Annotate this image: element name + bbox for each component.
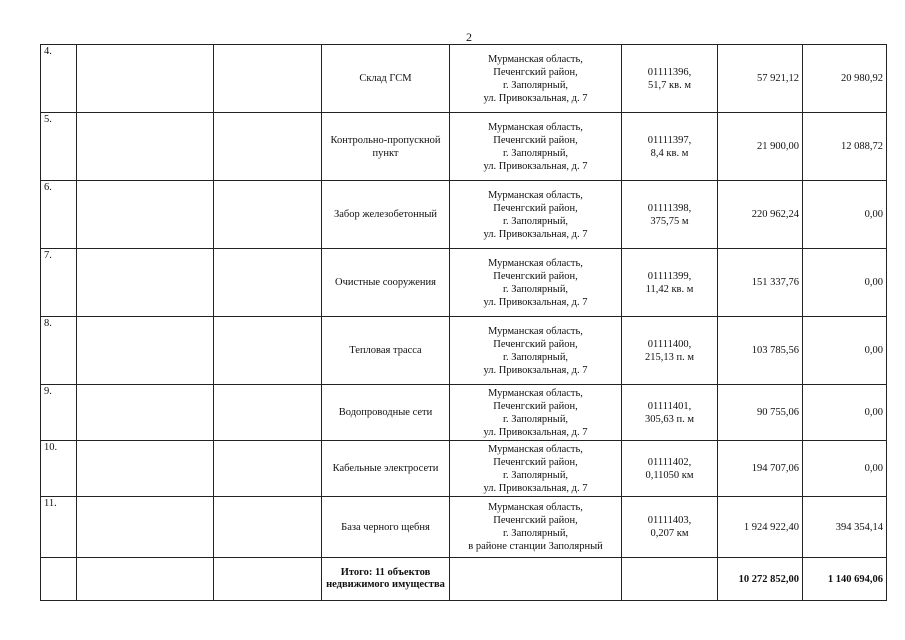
inventory-line: 01111400, (647, 338, 692, 350)
address-line: Мурманская область, (488, 443, 583, 455)
address-line: Мурманская область, (488, 325, 583, 337)
address-line: Мурманская область, (488, 387, 583, 399)
address-line: ул. Привокзальная, д. 7 (483, 482, 588, 494)
address-line: Печенгский район, (493, 202, 578, 214)
book-value: 90 755,06 (718, 385, 803, 441)
row-number: 4. (41, 45, 77, 113)
object-name: Склад ГСМ (322, 45, 450, 113)
object-address (450, 249, 622, 317)
address-line: Печенгский район, (493, 270, 578, 282)
empty-cell (622, 558, 718, 601)
address-line: Печенгский район, (493, 515, 578, 526)
address-line: Печенгский район, (493, 456, 578, 468)
total-residual-value: 1 140 694,06 (803, 558, 887, 601)
object-name: Забор железобетонный (322, 181, 450, 249)
book-value: 220 962,24 (718, 181, 803, 249)
row-number: 7. (41, 249, 77, 317)
empty-cell (77, 558, 214, 601)
empty-cell (214, 441, 322, 497)
object-address (450, 385, 622, 441)
inventory-number (622, 441, 718, 497)
inventory-line: 11,42 кв. м (645, 283, 694, 295)
residual-value: 12 088,72 (803, 113, 887, 181)
inventory-line: 215,13 п. м (644, 351, 694, 363)
inventory-line: 01111399, (647, 270, 692, 282)
empty-cell (450, 558, 622, 601)
book-value: 103 785,56 (718, 317, 803, 385)
residual-value: 0,00 (803, 385, 887, 441)
inventory-line: 01111397, (647, 134, 692, 146)
empty-cell (214, 45, 322, 113)
residual-value: 20 980,92 (803, 45, 887, 113)
row-number: 6. (41, 181, 77, 249)
table-row (41, 497, 887, 558)
inventory-number (622, 45, 718, 113)
page-number: 2 (466, 30, 472, 44)
object-name: Водопроводные сети (322, 385, 450, 441)
address-line: ул. Привокзальная, д. 7 (483, 160, 588, 172)
empty-cell (77, 113, 214, 181)
address-line: г. Заполярный, (502, 351, 569, 363)
inventory-line: 0,11050 км (645, 469, 694, 481)
inventory-line: 01111396, (647, 66, 692, 78)
total-row (41, 558, 887, 601)
empty-cell (77, 497, 214, 558)
empty-cell (77, 441, 214, 497)
residual-value: 394 354,14 (803, 497, 887, 558)
row-number: 8. (41, 317, 77, 385)
table-row (41, 249, 887, 317)
empty-cell (214, 558, 322, 601)
inventory-number (622, 249, 718, 317)
empty-cell (77, 181, 214, 249)
inventory-line: 01111402, (647, 456, 692, 468)
address-line: Печенгский район, (493, 66, 578, 78)
inventory-line: 01111401, (647, 400, 692, 412)
empty-cell (214, 497, 322, 558)
table-row (41, 181, 887, 249)
object-name: Тепловая трасса (322, 317, 450, 385)
book-value: 21 900,00 (718, 113, 803, 181)
address-line: ул. Привокзальная, д. 7 (483, 364, 588, 376)
address-line: г. Заполярный, (502, 79, 569, 91)
address-line: г. Заполярный, (502, 215, 569, 227)
address-line: в районе станции Заполярный (468, 541, 603, 552)
residual-value: 0,00 (803, 181, 887, 249)
object-address (450, 113, 622, 181)
residual-value: 0,00 (803, 317, 887, 385)
empty-cell (214, 317, 322, 385)
empty-cell (214, 181, 322, 249)
address-line: ул. Привокзальная, д. 7 (483, 92, 588, 104)
inventory-number (622, 385, 718, 441)
address-line: ул. Привокзальная, д. 7 (483, 228, 588, 240)
address-line: Мурманская область, (488, 189, 583, 201)
object-name: База черного щебня (322, 497, 450, 558)
address-line: г. Заполярный, (502, 283, 569, 295)
object-address (450, 441, 622, 497)
empty-cell (41, 558, 77, 601)
empty-cell (214, 249, 322, 317)
empty-cell (77, 385, 214, 441)
empty-cell (77, 45, 214, 113)
object-name: Кабельные электросети (322, 441, 450, 497)
book-value: 57 921,12 (718, 45, 803, 113)
table-row (41, 45, 887, 113)
table-row (41, 113, 887, 181)
object-address (450, 181, 622, 249)
inventory-line: 51,7 кв. м (648, 79, 691, 91)
empty-cell (214, 113, 322, 181)
row-number: 9. (41, 385, 77, 441)
residual-value: 0,00 (803, 441, 887, 497)
address-line: г. Заполярный, (502, 147, 569, 159)
address-line: Мурманская область, (488, 53, 583, 65)
inventory-line: 8,4 кв. м (650, 147, 689, 159)
inventory-line: 01111398, (647, 202, 692, 214)
residual-value: 0,00 (803, 249, 887, 317)
inventory-line: 01111403, (647, 515, 692, 526)
book-value: 194 707,06 (718, 441, 803, 497)
object-address (450, 497, 622, 558)
object-address (450, 45, 622, 113)
property-registry-table (40, 44, 887, 601)
total-book-value: 10 272 852,00 (718, 558, 803, 601)
inventory-number (622, 113, 718, 181)
book-value: 1 924 922,40 (718, 497, 803, 558)
inventory-line: 305,63 п. м (644, 413, 694, 425)
inventory-line: 375,75 м (650, 215, 689, 227)
address-line: ул. Привокзальная, д. 7 (483, 296, 588, 308)
object-name: Контрольно-пропускной пункт (322, 113, 450, 181)
row-number: 5. (41, 113, 77, 181)
book-value: 151 337,76 (718, 249, 803, 317)
inventory-line: 0,207 км (650, 528, 689, 539)
registry-body (41, 45, 887, 601)
address-line: г. Заполярный, (502, 413, 569, 425)
address-line: Печенгский район, (493, 338, 578, 350)
empty-cell (77, 249, 214, 317)
address-line: ул. Привокзальная, д. 7 (483, 426, 588, 438)
address-line: Мурманская область, (488, 121, 583, 133)
empty-cell (77, 317, 214, 385)
table-row (41, 385, 887, 441)
address-line: Печенгский район, (493, 400, 578, 412)
total-label: Итого: 11 объектов недвижимого имущества (322, 558, 450, 601)
inventory-number (622, 317, 718, 385)
object-name: Очистные сооружения (322, 249, 450, 317)
inventory-number (622, 181, 718, 249)
address-line: Мурманская область, (488, 502, 583, 513)
address-line: г. Заполярный, (502, 469, 569, 481)
address-line: г. Заполярный, (502, 528, 569, 539)
object-address (450, 317, 622, 385)
table-row (41, 317, 887, 385)
inventory-number (622, 497, 718, 558)
address-line: Печенгский район, (493, 134, 578, 146)
row-number: 10. (41, 441, 77, 497)
address-line: Мурманская область, (488, 257, 583, 269)
table-row (41, 441, 887, 497)
row-number: 11. (41, 497, 77, 558)
empty-cell (214, 385, 322, 441)
